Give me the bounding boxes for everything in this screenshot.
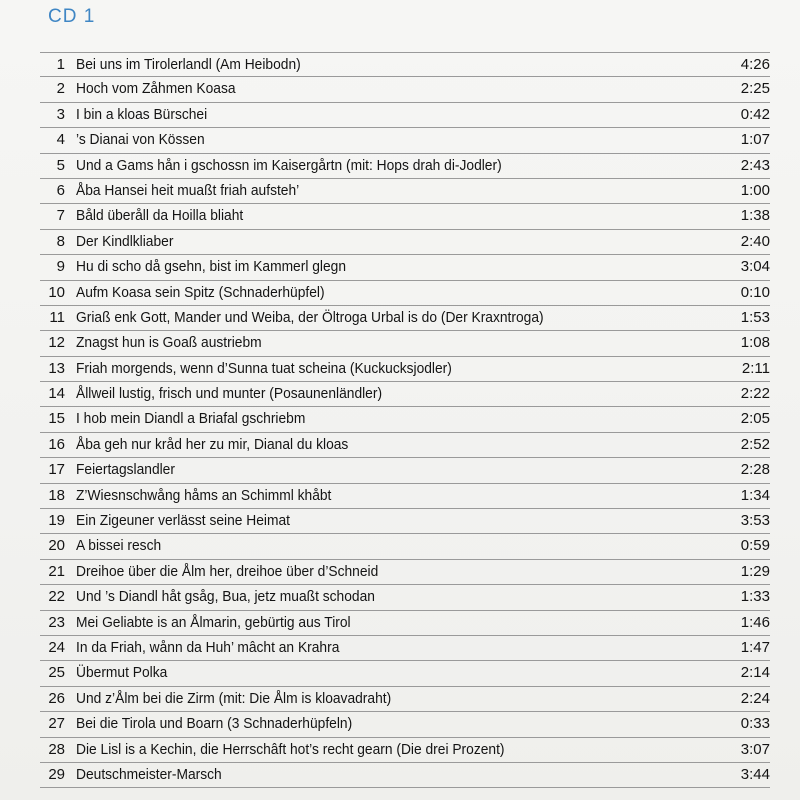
track-row — [40, 255, 770, 280]
track-title: I hob mein Diandl a Briafal gschriebm — [76, 410, 306, 428]
track-title: Aufm Koasa sein Spitz (Schnaderhüpfel) — [76, 283, 325, 301]
track-duration: 2:28 — [740, 461, 770, 479]
track-row — [40, 712, 770, 737]
track-title: Hoch vom Zåhmen Koasa — [76, 80, 236, 98]
track-title: Åba geh nur kråd her zu mir, Dianal du kloas — [76, 435, 349, 453]
track-row — [40, 611, 770, 636]
track-row — [40, 687, 770, 712]
track-number: 9 — [56, 258, 65, 276]
track-number: 8 — [56, 232, 65, 250]
track-duration: 1:08 — [740, 334, 770, 352]
track-number: 25 — [48, 664, 65, 682]
track-duration: 2:22 — [740, 385, 770, 403]
track-list — [40, 52, 770, 788]
track-row — [40, 585, 770, 610]
track-row — [40, 560, 770, 585]
track-number: 17 — [48, 461, 65, 479]
track-duration: 2:52 — [740, 435, 770, 453]
track-number: 12 — [48, 334, 65, 352]
track-duration: 0:10 — [740, 283, 770, 301]
track-duration: 3:04 — [740, 258, 770, 276]
track-row — [40, 179, 770, 204]
track-number: 22 — [48, 588, 65, 606]
track-title: Bei die Tirola und Boarn (3 Schnaderhüpfeln) — [76, 715, 353, 733]
track-duration: 2:25 — [740, 80, 770, 98]
track-duration: 1:47 — [740, 638, 770, 656]
track-row — [40, 534, 770, 559]
track-title: Der Kindlkliaber — [76, 232, 174, 250]
track-number: 2 — [56, 80, 65, 98]
track-duration: 2:11 — [741, 359, 770, 377]
track-title: In da Friah, wånn da Huh’ mâcht an Krahra — [76, 638, 340, 656]
track-duration: 2:40 — [740, 232, 770, 250]
track-row — [40, 77, 770, 102]
track-number: 28 — [48, 740, 65, 758]
track-row — [40, 204, 770, 229]
track-number: 19 — [48, 512, 65, 530]
track-row — [40, 636, 770, 661]
track-title: Und a Gams hån i gschossn im Kaisergårtn (mit: Hops drah di-Jodler) — [76, 156, 502, 174]
track-row — [40, 128, 770, 153]
track-row — [40, 357, 770, 382]
track-duration: 2:24 — [740, 689, 770, 707]
track-number: 10 — [48, 283, 65, 301]
track-number: 11 — [49, 308, 65, 326]
track-row — [40, 331, 770, 356]
track-row — [40, 407, 770, 432]
track-number: 24 — [48, 638, 65, 656]
track-title: Ållweil lustig, frisch und munter (Posaunenländler) — [76, 385, 383, 403]
track-row — [40, 382, 770, 407]
track-number: 26 — [48, 689, 65, 707]
track-number: 4 — [56, 131, 65, 149]
track-number: 6 — [56, 181, 65, 199]
track-title: Znagst hun is Goaß austriebm — [76, 334, 262, 352]
track-row — [40, 281, 770, 306]
track-duration: 3:44 — [740, 765, 770, 783]
track-number: 13 — [48, 359, 65, 377]
track-title: Und ’s Diandl håt gsåg, Bua, jetz muaßt schodan — [76, 588, 375, 606]
track-number: 18 — [48, 486, 65, 504]
track-title: Hu di scho då gsehn, bist im Kammerl glegn — [76, 258, 347, 276]
track-row — [40, 484, 770, 509]
track-duration: 1:38 — [740, 207, 770, 225]
track-number: 3 — [56, 105, 65, 123]
track-title: Ein Zigeuner verlässt seine Heimat — [76, 512, 291, 530]
track-title: Deutschmeister-Marsch — [76, 765, 222, 783]
track-title: Feiertagslandler — [76, 461, 175, 479]
track-duration: 1:46 — [740, 613, 770, 631]
track-duration: 1:29 — [740, 562, 770, 580]
track-number: 15 — [48, 410, 65, 428]
disc-title: CD 1 — [48, 6, 96, 27]
track-row — [40, 433, 770, 458]
track-row — [40, 306, 770, 331]
track-title: Übermut Polka — [76, 664, 168, 682]
track-title: I bin a kloas Bürschei — [76, 105, 208, 123]
track-row — [40, 763, 770, 788]
track-number: 27 — [48, 715, 65, 733]
track-number: 16 — [48, 435, 65, 453]
track-title: Båld überåll da Hoilla bliaht — [76, 207, 244, 225]
track-duration: 1:34 — [740, 486, 770, 504]
track-number: 14 — [48, 385, 65, 403]
track-duration: 1:33 — [740, 588, 770, 606]
track-number: 29 — [48, 765, 65, 783]
track-number: 1 — [56, 56, 65, 73]
track-duration: 3:07 — [740, 740, 770, 758]
track-title: Åba Hansei heit muaßt friah aufsteh’ — [76, 181, 300, 199]
track-title: Z’Wiesnschwång håms an Schimml khåbt — [76, 486, 332, 504]
track-row — [40, 52, 770, 77]
track-row — [40, 661, 770, 686]
track-duration: 2:43 — [740, 156, 770, 174]
track-title: Griaß enk Gott, Mander und Weiba, der Öltroga Urbal is do (Der Kraxntroga) — [76, 308, 544, 326]
track-title: Friah morgends, wenn d’Sunna tuat scheina (Kuckucksjodler) — [76, 359, 452, 377]
track-row — [40, 738, 770, 763]
track-duration: 0:33 — [740, 715, 770, 733]
track-duration: 3:53 — [740, 512, 770, 530]
track-number: 20 — [48, 537, 65, 555]
track-title: Und z’Ålm bei die Zirm (mit: Die Ålm is kloavadraht) — [76, 689, 392, 707]
track-title: Bei uns im Tirolerlandl (Am Heibodn) — [76, 56, 301, 73]
track-row — [40, 103, 770, 128]
track-title: Die Lisl is a Kechin, die Herrschâft hot’s recht gearn (Die drei Prozent) — [76, 740, 505, 758]
track-number: 23 — [48, 613, 65, 631]
track-title: Dreihoe über die Ålm her, dreihoe über d’Schneid — [76, 562, 379, 580]
track-duration: 0:59 — [740, 537, 770, 555]
track-duration: 1:07 — [740, 131, 770, 149]
track-duration: 2:05 — [740, 410, 770, 428]
track-number: 21 — [48, 562, 65, 580]
track-duration: 1:53 — [740, 308, 770, 326]
track-number: 7 — [56, 207, 65, 225]
track-duration: 0:42 — [740, 105, 770, 123]
track-duration: 2:14 — [740, 664, 770, 682]
track-row — [40, 230, 770, 255]
track-duration: 4:26 — [740, 56, 770, 73]
track-duration: 1:00 — [740, 181, 770, 199]
track-row — [40, 154, 770, 179]
track-row — [40, 509, 770, 534]
track-title: A bissei resch — [76, 537, 162, 555]
track-row — [40, 458, 770, 483]
track-number: 5 — [56, 156, 65, 174]
track-title: Mei Geliabte is an Ålmarin, gebürtig aus Tirol — [76, 613, 351, 631]
track-title: ’s Dianai von Kössen — [76, 131, 205, 149]
